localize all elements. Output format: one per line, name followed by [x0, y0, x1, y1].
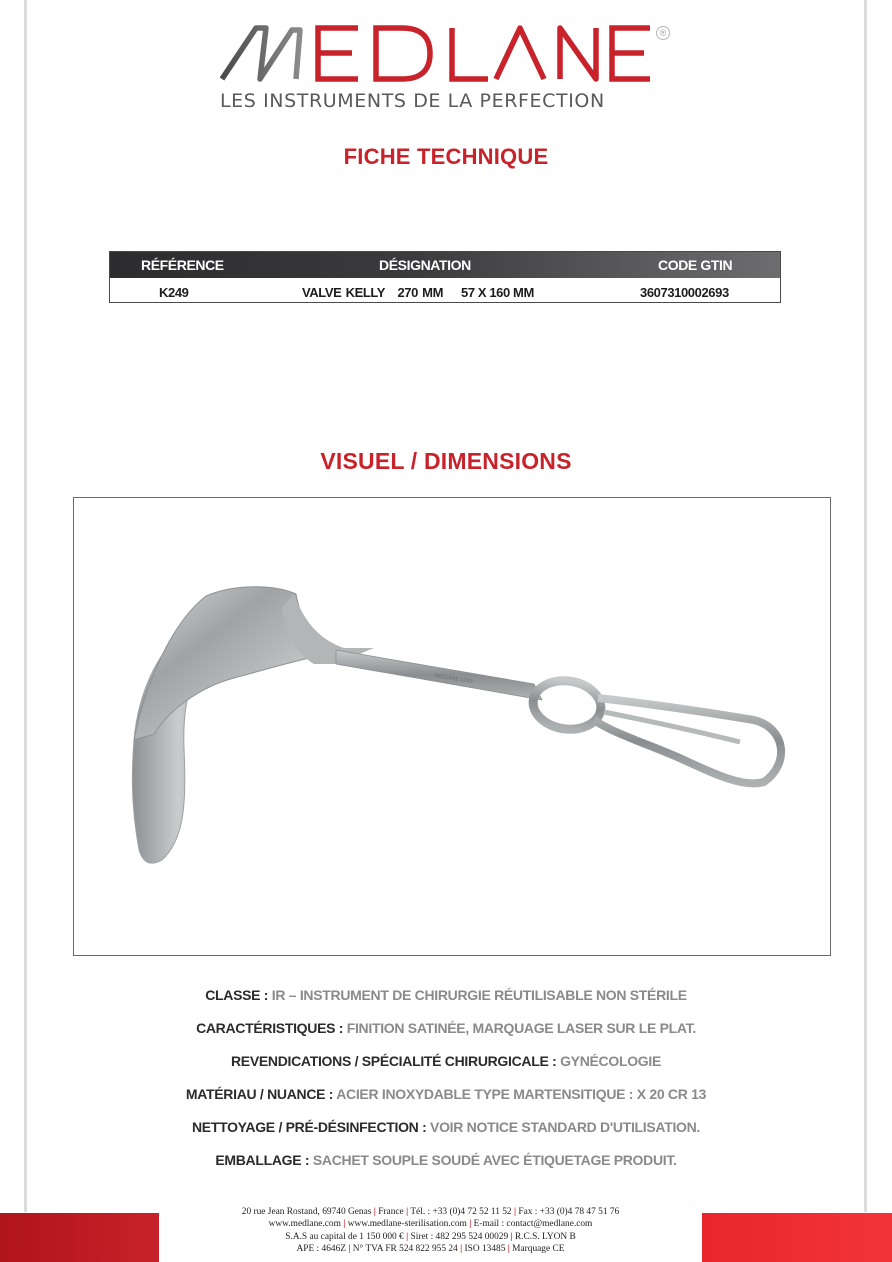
header-reference: RÉFÉRENCE	[141, 257, 224, 273]
spec-nettoyage: NETTOYAGE / PRÉ-DÉSINFECTION : VOIR NOTICE STANDARD D'UTILISATION.	[191, 1119, 701, 1135]
cell-dimensions: 57 X 160 MM	[461, 285, 534, 300]
spec-materiau: MATÉRIAU / NUANCE : ACIER INOXYDABLE TYPE MARTENSITIQUE : X 20 CR 13	[185, 1086, 707, 1102]
spec-caracteristiques: CARACTÉRISTIQUES : FINITION SATINÉE, MARQUAGE LASER SUR LE PLAT.	[196, 1020, 696, 1036]
medlane-wordmark	[220, 24, 660, 82]
spec-classe: CLASSE : IR – INSTRUMENT DE CHIRURGIE RÉUTILISABLE NON STÉRILE	[205, 987, 687, 1003]
footer-line-address: 20 rue Jean Rostand, 69740 Genas | France | Tél. : +33 (0)4 72 52 11 52 | Fax : +33 (0)4 78 47 51 76	[241, 1207, 620, 1217]
email-link[interactable]: E-mail : contact@medlane.com	[473, 1219, 593, 1230]
spec-revendications: REVENDICATIONS / SPÉCIALITÉ CHIRURGICALE : GYNÉCOLOGIE	[230, 1053, 662, 1069]
sheet-title: FICHE TECHNIQUE	[343, 144, 549, 169]
visual-title: VISUEL / DIMENSIONS	[320, 448, 572, 474]
valve-kelly-image	[74, 498, 830, 955]
footer-line-registration: APE : 4646Z | N° TVA FR 524 822 955 24 | ISO 13485 | Marquage CE	[296, 1244, 565, 1255]
website-link[interactable]: www.medlane.com	[268, 1219, 341, 1230]
cell-gtin: 3607310002693	[640, 285, 729, 300]
footer-line-web: www.medlane.com | www.medlane-sterilisation.com | E-mail : contact@medlane.com	[268, 1219, 593, 1230]
registered-mark-icon: ®	[656, 26, 670, 40]
brand-tagline: LES INSTRUMENTS DE LA PERFECTION	[220, 90, 605, 112]
product-reference-table	[109, 251, 781, 303]
sterilisation-website-link[interactable]: www.medlane-sterilisation.com	[347, 1219, 467, 1230]
footer-line-legal: S.A.S au capital de 1 150 000 € | Siret : 482 295 524 00029 | R.C.S. LYON B	[285, 1231, 576, 1242]
cell-reference: K249	[159, 285, 189, 300]
header-designation: DÉSIGNATION	[379, 257, 471, 273]
cell-designation: VALVE KELLY 270 MM	[302, 285, 444, 300]
footer-red-bar-right	[702, 1213, 892, 1262]
footer-red-bar-left	[0, 1213, 159, 1262]
spec-emballage: EMBALLAGE : SACHET SOUPLE SOUDÉ AVEC ÉTIQUETAGE PRODUIT.	[215, 1152, 677, 1168]
product-image-frame	[73, 497, 831, 956]
table-header	[110, 252, 780, 278]
laser-marking: MEDLANE K249	[433, 673, 474, 686]
header-gtin: CODE GTIN	[658, 257, 733, 273]
medlane-logo	[220, 24, 676, 118]
footer-company-info	[159, 1206, 702, 1256]
